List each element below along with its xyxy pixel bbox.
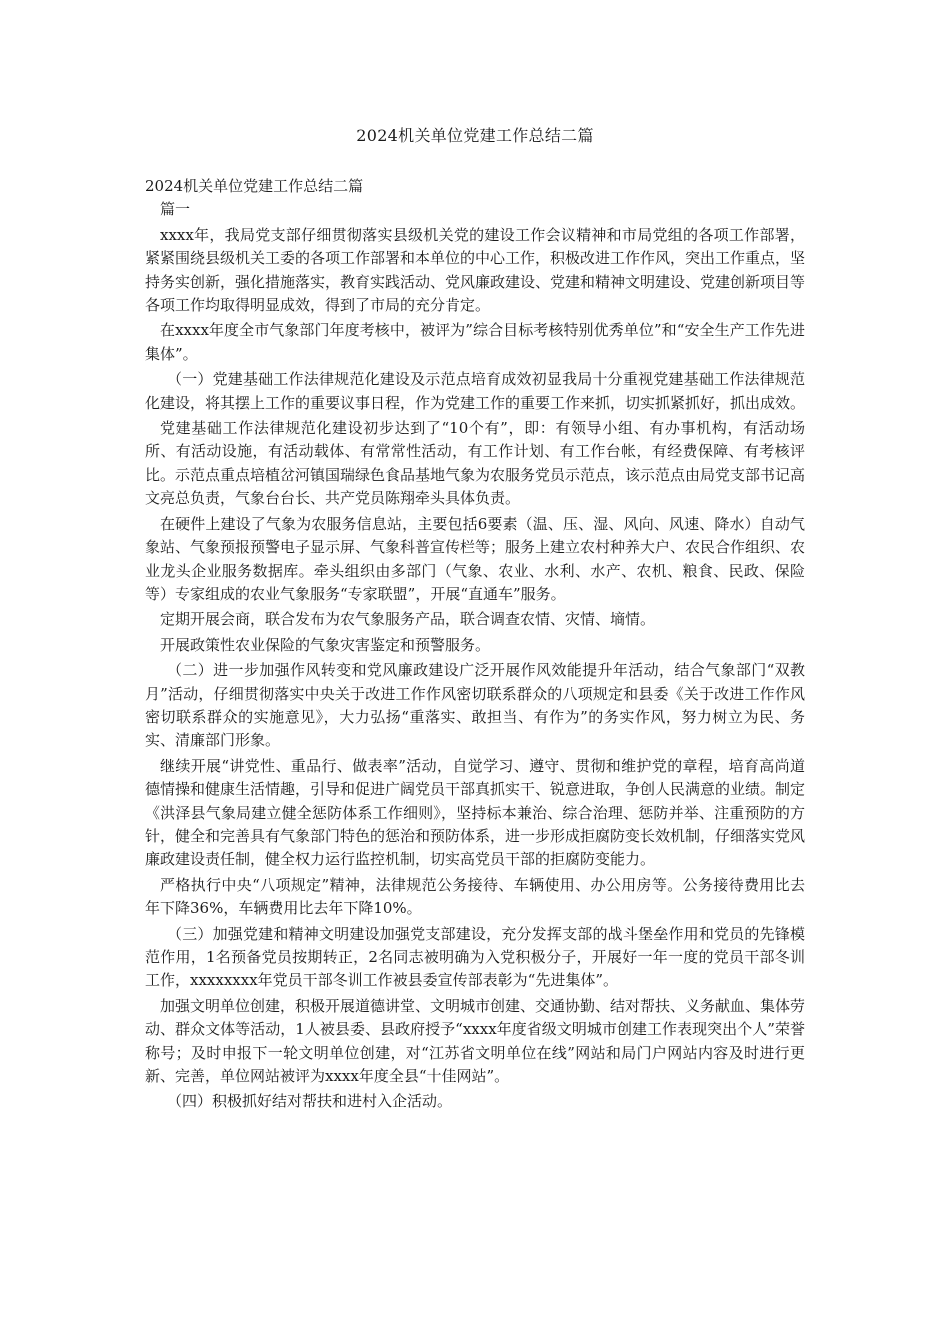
paragraph: 继续开展“讲党性、重品行、做表率”活动，自觉学习、遵守、贯彻和维护党的章程，培育高尚道德情操和健康生活情趣，引导和促进广阔党员干部真抓实干、锐意进取，争创人民满意的业绩。制定《洪泽县气象局建立健全惩防体系工作细则》，坚持标本兼治、综合治理、惩防并举、注重预防的方针，健全和完善具有气象部门特色的惩治和预防体系，进一步形成拒腐防变长效机制，仔细落实党风廉政建设责任制，健全权力运行监控机制，切实高党员干部的拒腐防变能力。 bbox=[145, 756, 806, 869]
paragraph: 党建基础工作法律规范化建设初步达到了“10个有”，即：有领导小组、有办事机构，有活动场所、有活动设施，有活动载体、有常常性活动，有工作计划、有工作台帐，有经费保障、有考核评比。示范点重点培植岔河镇国瑞绿色食品基地气象为农服务党员示范点，该示范点由局党支部书记高文亮总负责，气象台台长、共产党员陈翔牵头具体负责。 bbox=[145, 419, 806, 508]
paragraph: （二）进一步加强作风转变和党风廉政建设广泛开展作风效能提升年活动，结合气象部门“双教月”活动，仔细贯彻落实中央关于改进工作作风密切联系群众的八项规定和县委《关于改进工作作风密切联系群众的实施意见》，大力弘扬“重落实、敢担当、有作为”的务实作风，努力树立为民、务实、清廉部门形象。 bbox=[145, 661, 805, 750]
paragraph: xxxx年，我局党支部仔细贯彻落实县级机关党的建设工作会议精神和市局党组的各项工作部署，紧紧围绕县级机关工委的各项工作部署和本单位的中心工作，积极改进工作作风，突出工作重点，坚持务实创新，强化措施落实，教育实践活动、党风廉政建设、党建和精神文明建设、党建创新项目等各项工作均取得明显成效，得到了市局的充分肯定。 bbox=[145, 225, 806, 315]
paragraph: 定期开展会商，联合发布为农气象服务产品，联合调查农情、灾情、墒情。 bbox=[160, 610, 656, 629]
document-subtitle: 2024机关单位党建工作总结二篇 bbox=[145, 177, 364, 195]
paragraph: 在硬件上建设了气象为农服务信息站，主要包括6要素（温、压、湿、风向、风速、降水）自动气象站、气象预报预警电子显示屏、气象科普宣传栏等；服务上建立农村种养大户、农民合作组织、农业龙头企业服务数据库。牵头组织由多部门（气象、农业、水利、水产、农机、粮食、民政、保险等）专家组成的农业气象服务“专家联盟”，开展“直通车”服务。 bbox=[145, 514, 806, 603]
paragraph: 严格执行中央“八项规定”精神，法律规范公务接待、车辆使用、办公用房等。公务接待费用比去年下降36%，车辆费用比去年下降10%。 bbox=[145, 875, 805, 918]
paragraph: （一）党建基础工作法律规范化建设及示范点培育成效初显我局十分重视党建基础工作法律规范化建设，将其摆上工作的重要议事日程，作为党建工作的重要工作来抓，切实抓紧抓好，抓出成效。 bbox=[145, 370, 806, 412]
paragraph: 加强文明单位创建，积极开展道德讲堂、文明城市创建、交通协勤、结对帮扶、义务献血、集体劳动、群众文体等活动，1人被县委、县政府授予“xxxx年度省级文明城市创建工作表现突出个人”荣誉称号；及时申报下一轮文明单位创建，对“江苏省文明单位在线”网站和局门户网站内容及时进行更新、完善，单位网站被评为xxxx年度全县“十佳网站”。 bbox=[145, 996, 806, 1086]
paragraph: 在xxxx年度全市气象部门年度考核中，被评为”综合目标考核特别优秀单位”和“安全生产工作先进集体”。 bbox=[145, 321, 805, 363]
section-label: 篇一 bbox=[160, 200, 191, 219]
document-title: 2024机关单位党建工作总结二篇 bbox=[356, 126, 594, 145]
paragraph: （四）积极抓好结对帮扶和进村入企活动。 bbox=[167, 1092, 453, 1111]
paragraph: 开展政策性农业保险的气象灾害鉴定和预警服务。 bbox=[160, 635, 491, 654]
paragraph: （三）加强党建和精神文明建设加强党支部建设，充分发挥支部的战斗堡垒作用和党员的先锋模范作用，1名预备党员按期转正，2名同志被明确为入党积极分子，开展好一年一度的党员干部冬训工作，xxxxxxxx年党员干部冬训工作被县委宣传部表彰为“先进集体”。 bbox=[145, 924, 805, 990]
document-body bbox=[145, 175, 805, 1114]
